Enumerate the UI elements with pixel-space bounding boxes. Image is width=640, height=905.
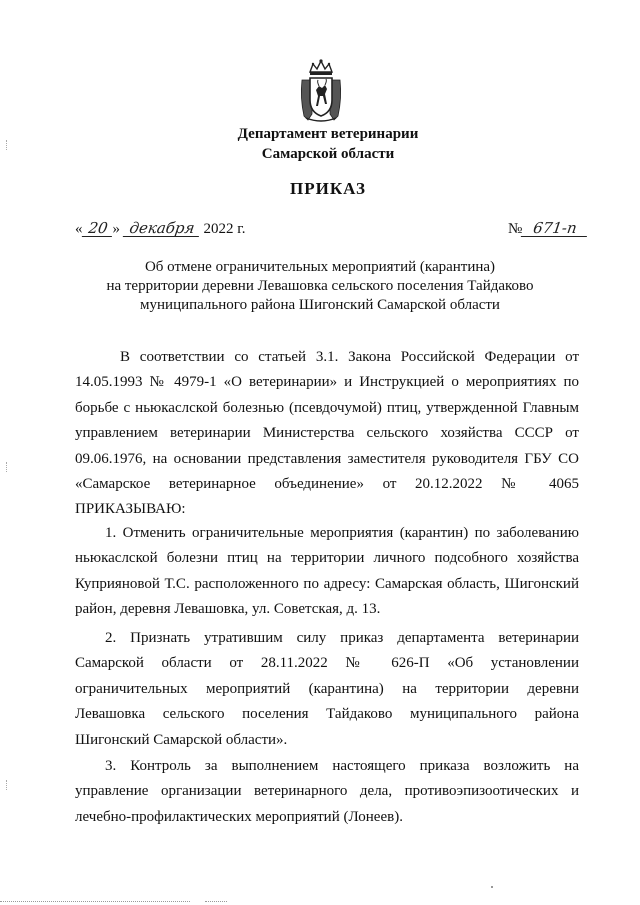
- department-name-line2: Самарской области: [261, 146, 395, 162]
- footer-rule-short: [205, 901, 227, 902]
- footer-rule: [0, 901, 190, 902]
- order-number: [508, 220, 588, 238]
- date-open-quote: «: [75, 221, 83, 237]
- document-type-heading: ПРИКАЗ: [290, 179, 366, 198]
- order-number-prefix: №: [508, 221, 523, 237]
- scan-margin-mark: [6, 462, 13, 472]
- scan-margin-mark: [6, 780, 13, 790]
- order-title-line3: муниципального района Шигонский Самарской области: [140, 297, 500, 313]
- date-close-quote: »: [112, 221, 120, 237]
- samara-coat-of-arms-icon: [298, 58, 344, 124]
- order-item-3: 3. Контроль за выполнением настоящего приказа возложить на управление организации ветеринарного дела, противоэпизоотических и лечебно-профилактических мероприятий (Лонеев).: [75, 758, 579, 825]
- date-year: 2022 г.: [203, 221, 246, 237]
- order-title-line1: Об отмене ограничительных мероприятий (карантина): [144, 259, 496, 275]
- date-month-handwritten: декабря: [123, 220, 201, 237]
- order-date: [75, 220, 245, 238]
- order-item-1: 1. Отменить ограничительные мероприятия (карантин) по заболеванию ньюкаслской болезни птиц на территории личного подсобного хозяйства Куприяновой Т.С. расположенного по адресу: Самарская область, Шигонский район, деревня Левашовка, ул. Советская, д. 13.: [75, 525, 579, 618]
- preamble-paragraph: В соответствии со статьей 3.1. Закона Российской Федерации от 14.05.1993 № 4979-1 «О ветеринарии» и Инструкцией о мероприятиях по борьбе с ньюкаслской болезнью (псевдочумой) птиц, утвержденной Главным управлением ветеринарии Министерства сельского хозяйства СССР от 09.06.1976, на основании представления заместителя руководителя ГБУ СО «Самарское ветеринарное объединение» от 20.12.2022 № 4065 ПРИКАЗЫВАЮ:: [75, 349, 579, 518]
- scan-speck: [491, 886, 493, 888]
- order-title-line2: на территории деревни Левашовка сельского поселения Тайдаково: [106, 278, 534, 294]
- scan-margin-mark: [6, 140, 13, 150]
- order-number-handwritten: 671-п: [521, 220, 589, 237]
- date-day-handwritten: 20: [81, 220, 113, 237]
- order-item-2: 2. Признать утратившим силу приказ департамента ветеринарии Самарской области от 28.11.2022 № 626-П «Об установлении ограничительных мероприятий (карантина) на территории деревни Левашовка сельского поселения Тайдаково муниципального района Шигонский Самарской области».: [75, 630, 579, 748]
- department-name-line1: Департамент ветеринарии: [237, 126, 419, 142]
